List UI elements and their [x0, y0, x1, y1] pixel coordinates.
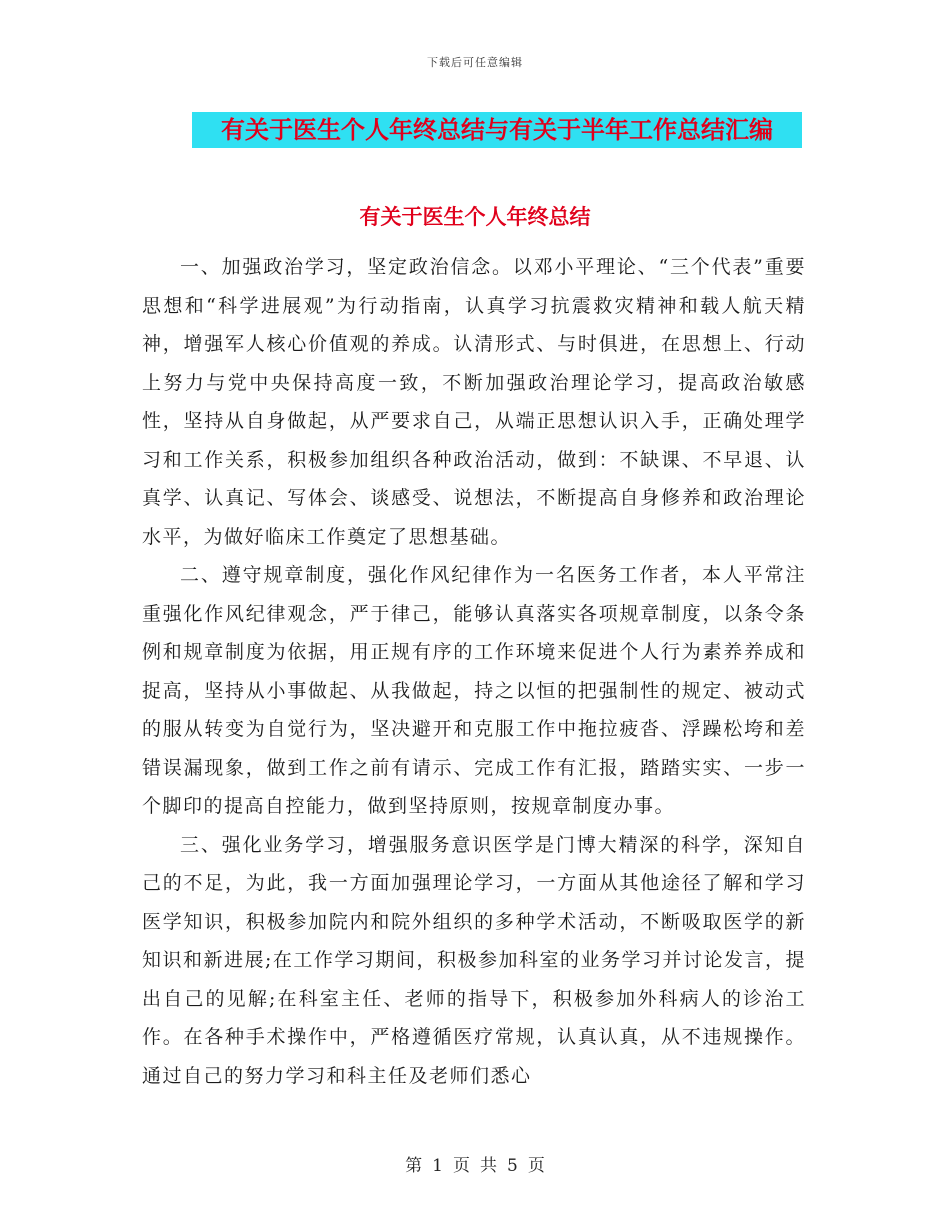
header-note: 下载后可任意编辑 [427, 56, 523, 69]
paragraph: 一、加强政治学习，坚定政治信念。以邓小平理论、“三个代表”重要思想和“科学进展观”为行动指南，认真学习抗震救灾精神和载人航天精神，增强军人核心价值观的养成。认清形式、与时俱进，在思想上、行动上努力与党中央保持高度一致，不断加强政治理论学习，提高政治敏感性，坚持从自身做起，从严要求自己，从端正思想认识入手，正确处理学习和工作关系，积极参加组织各种政治活动，做到：不缺课、不早退、认真学、认真记、写体会、谈感受、说想法，不断提高自身修养和政治理论水平，为做好临床工作奠定了思想基础。 [142, 256, 806, 548]
section-title: 有关于医生个人年终总结 [359, 205, 591, 229]
paragraph: 三、强化业务学习，增强服务意识医学是门博大精深的科学，深知自己的不足，为此，我一方面加强理论学习，一方面从其他途径了解和学习医学知识，积极参加院内和院外组织的多种学术活动，不断吸取医学的新知识和新进展;在工作学习期间，积极参加科室的业务学习并讨论发言，提出自己的见解;在科室主任、老师的指导下，积极参加外科病人的诊治工作。在各种手术操作中，严格遵循医疗常规，认真认真，从不违规操作。通过自己的努力学习和科主任及老师们悉心 [142, 833, 806, 1087]
page-footer [0, 1151, 950, 1176]
footer-page-word: 页 [453, 1156, 470, 1176]
current-page-number: 1 [432, 1156, 443, 1176]
footer-prefix: 第 [405, 1156, 423, 1176]
document-title: 有关于医生个人年终总结与有关于半年工作总结汇编 [192, 112, 802, 148]
document-body [142, 248, 806, 1095]
total-pages-number: 5 [507, 1156, 518, 1176]
paragraph: 二、遵守规章制度，强化作风纪律作为一名医务工作者，本人平常注重强化作风纪律观念，严于律己，能够认真落实各项规章制度，以条令条例和规章制度为依据，用正规有序的工作环境来促进个人行为素养养成和捉高，坚持从小事做起、从我做起，持之以恒的把强制性的规定、被动式的服从转变为自觉行为，坚决避开和克服工作中拖拉疲沓、浮躁松垮和差错误漏现象，做到工作之前有请示、完成工作有汇报，踏踏实实、一步一个脚印的提高自控能力，做到坚持原则，按规章制度办事。 [142, 564, 806, 817]
footer-total-word: 共 [480, 1156, 497, 1176]
footer-suffix: 页 [527, 1156, 545, 1176]
